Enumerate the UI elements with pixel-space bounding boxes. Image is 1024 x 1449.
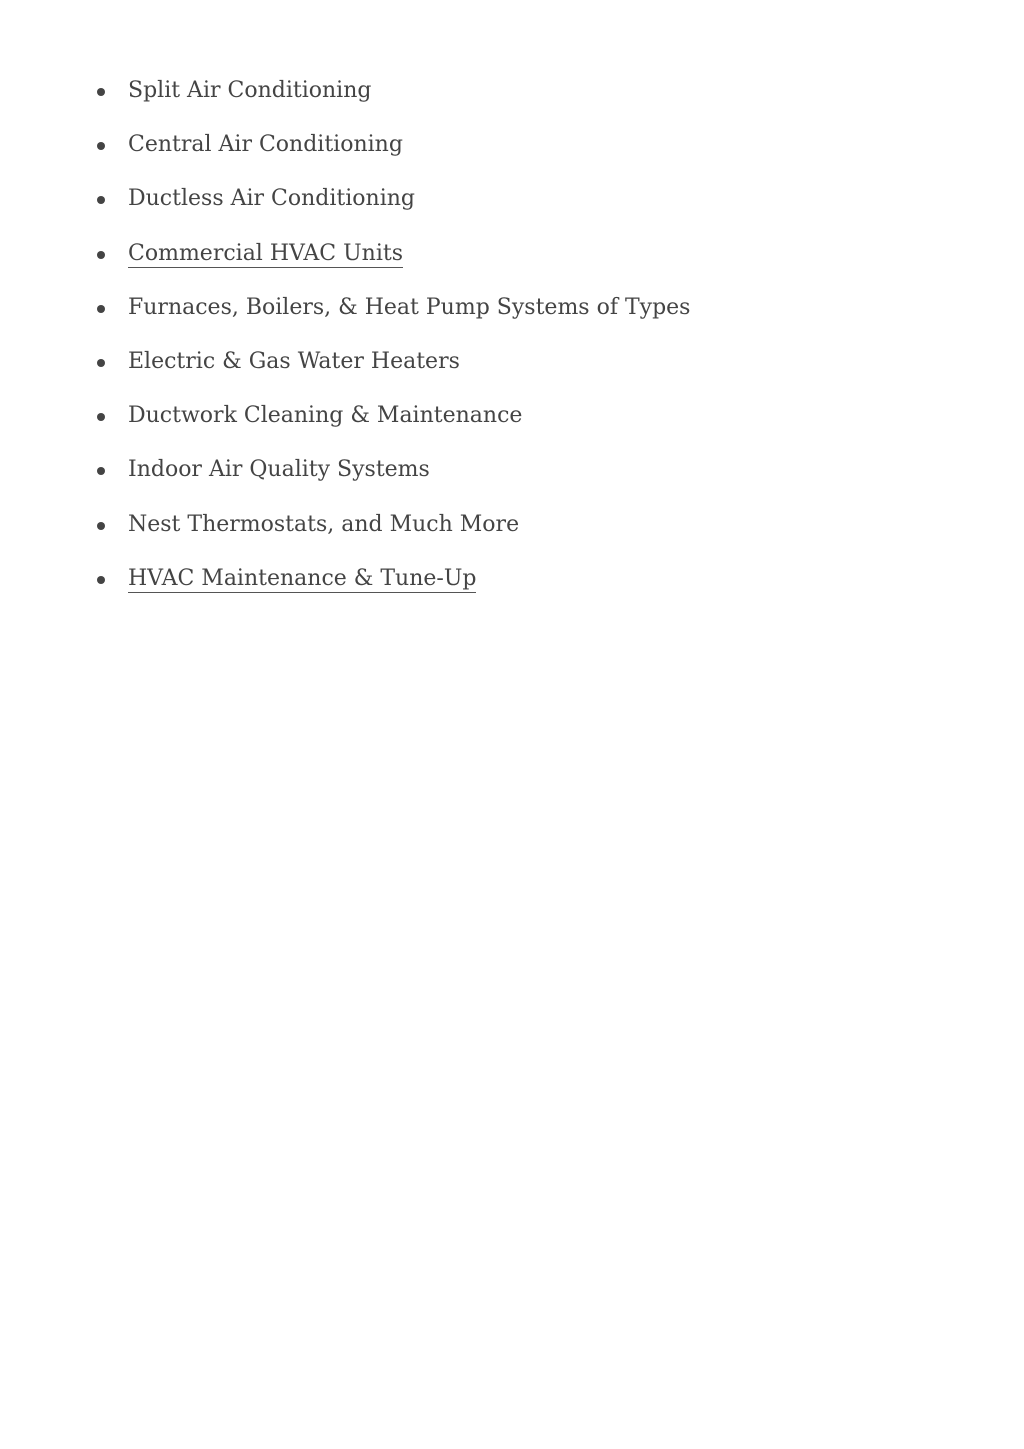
list-item-split-ac (0, 74, 1024, 128)
bullet-icon (97, 522, 105, 530)
list-item-label: Ductwork Cleaning & Maintenance (128, 403, 523, 429)
bullet-icon (97, 88, 105, 96)
bullet-icon (97, 305, 105, 313)
list-item-label: Ductless Air Conditioning (128, 186, 415, 212)
list-item-label: Electric & Gas Water Heaters (128, 348, 460, 374)
bullet-icon (97, 576, 105, 584)
list-item-central-ac (0, 128, 1024, 182)
bullet-icon (97, 196, 105, 204)
list-item-commercial-hvac (0, 237, 1024, 291)
list-item-label: Central Air Conditioning (128, 132, 403, 158)
list-item-furnaces (0, 291, 1024, 345)
list-item-label: Nest Thermostats, and Much More (128, 511, 520, 537)
services-list (0, 74, 1024, 616)
list-item-nest-thermostats (0, 508, 1024, 562)
bullet-icon (97, 359, 105, 367)
list-item-indoor-air (0, 453, 1024, 507)
list-item-hvac-maintenance (0, 562, 1024, 616)
bullet-icon (97, 142, 105, 150)
commercial-hvac-units-link[interactable]: Commercial HVAC Units (128, 240, 404, 266)
list-item-label: Split Air Conditioning (128, 78, 372, 103)
hvac-maintenance-link[interactable]: HVAC Maintenance & Tune-Up (128, 565, 477, 591)
list-item-ductless-ac (0, 182, 1024, 236)
bullet-icon (97, 467, 105, 475)
list-item-label: Indoor Air Quality Systems (128, 457, 430, 483)
list-item-label: Furnaces, Boilers, & Heat Pump Systems of Types (128, 294, 691, 320)
bullet-icon (97, 251, 105, 259)
list-item-water-heaters (0, 345, 1024, 399)
list-item-ductwork (0, 399, 1024, 453)
bullet-icon (97, 413, 105, 421)
